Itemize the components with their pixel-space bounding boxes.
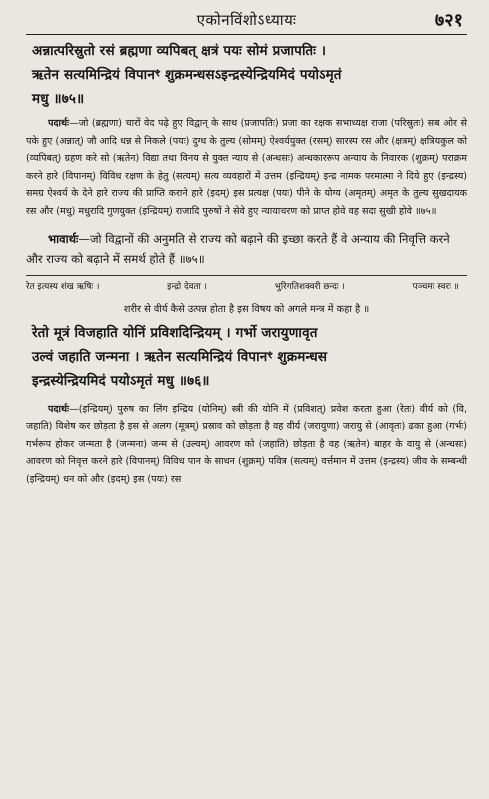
- padartha-text: —(इन्द्रियम्) पुरुष का लिंग इन्द्रिय (योनिम्) स्त्री की योनि में (प्रविशत्) प्रवेश करता हुआ (रेतः) वीर्य को (वि, जहाति) विशेष कर छोड़ता है इस से अलग (मूत्रम्) प्रस्राव को छोड़ता है वह वीर्य (जरायुणा) जरायु से (आवृतः) ढका हुआ (गर्भः) गर्भरूप होकर जन्मता है (जन्मना) जन्म से (उल्वम्) आवरण को (जहाति) छोड़ता है वह (ऋतेन) बाहर के वायु से (अन्धसः) आवरण को निवृत्त करने हारे (विपानम्) विविध पान के साधन (शुक्रम्) पवित्र (सत्यम्) वर्त्तमान में उत्तम (इन्द्रस्य) जीव के सम्बन्धी (इन्द्रियम्) धन को और (इदम्) इस (पयः) रस: [26, 403, 467, 485]
- padartha-label: पदार्थः: [48, 403, 70, 415]
- padartha-text: —जो (ब्रह्मणा) चारों वेद पढ़े हुए विद्वान् के साथ (प्रजापतिः) प्रजा का रक्षक सभाध्यक्ष राजा (परिस्रुतः) सब ओर से पके हुए (अन्नात्) जौ आदि धन्न से निकले (पयः) दुग्ध के तुल्य (सोमम्) ऐश्वर्ययुक्त (रसम्) सारस्प रस और (क्षत्रम्) क्षत्रियकुल को (व्यपिबत्) ग्रहण करे सो (ऋतेन) विद्या तथा विनय से युक्त न्याय से (अन्धसः) अन्धकाररूप अन्याय के निवारक (शुक्रम्) पराक्रम करने हारे (विपानम्) विविध रक्षण के हेतु (सत्यम्) सत्य व्यवहारों में उत्तम (इन्द्रियम्) इन्द्र नामक परमात्मा ने दिये हुए (इन्द्रस्य) समग्र ऐश्वर्य के देने हारे राज्य की प्राप्ति कराने हारे (इदम्) इस प्रत्यक्ष (पयः) पीने के योग्य (अमृतम्) अमृत के तुल्य सुखदायक रस और (मधु) मधुरादि गुणयुक्त (इन्द्रियम्) राजादि पुरुषों ने सेवे हुए न्यायाचरण को प्राप्त होवे वह सदा सुखी होवे ॥७५॥: [26, 118, 467, 217]
- padartha-75: [26, 115, 467, 221]
- svara-text: पञ्चमः स्वरः ॥: [412, 281, 459, 292]
- page-header: [26, 4, 467, 35]
- mantra-75: अन्नात्परिस्रुतो रसं ब्रह्मणा व्यपिबत् क्षत्रं पयः सोमं प्रजापतिः । ऋतेन सत्यमिन्द्रियं विपानꣳ शुक्रमन्धसऽइन्द्रस्येन्द्रियमिदं पयोऽमृतं मधु ॥७५॥: [32, 43, 342, 107]
- devata-text: इन्द्रो देवता ।: [167, 281, 207, 292]
- chhanda-text: भुरिगतिशक्वरी छन्दः ।: [274, 281, 345, 292]
- context-line: शरीर से वीर्य कैसे उत्पन्न होता है इस विषय को अगले मन्त्र में कहा है ॥: [123, 303, 370, 315]
- padartha-label: पदार्थः: [48, 118, 70, 129]
- running-title: एकोनविंशोऽध्यायः: [196, 11, 297, 29]
- rishi-text: रेत इत्यस्य शंख ऋषिः ।: [26, 281, 100, 292]
- mantra-76-metadata: [26, 280, 467, 292]
- padartha-76: [26, 401, 467, 489]
- bhavartha-label: भावार्थः: [48, 231, 79, 246]
- bhavartha-text: —जो विद्वानों की अनुमति से राज्य को बढ़ाने की इच्छा करते हैं वे अन्याय की निवृत्ति करने और राज्य को बढ़ाने में समर्थ होते हैं ॥७५॥: [26, 231, 450, 266]
- page-number: ७२१: [434, 10, 463, 31]
- bhavartha-75: [26, 229, 467, 269]
- mantra-76: रेतो मूत्रं विजहाति योनिं प्रविशदिन्द्रियम् । गर्भो जरायुणावृत उल्वं जहाति जन्मना । ऋतेन सत्यमिन्द्रियं विपानꣳ शुक्रमन्धस इन्द्रस्येन्द्रियमिदं पयोऽमृतं मधु ॥७६॥: [32, 324, 328, 389]
- section-divider: [26, 275, 467, 276]
